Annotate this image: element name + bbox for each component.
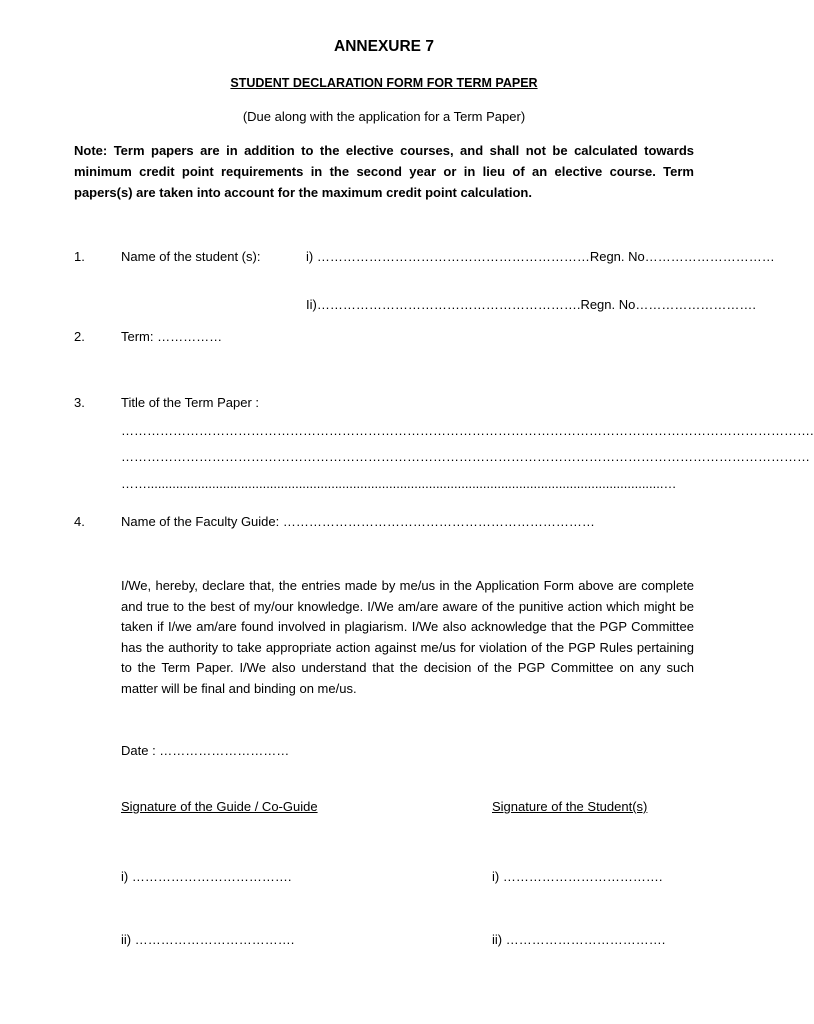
guide-signature-line-1: i) ………………………………. xyxy=(121,869,292,884)
form-title: STUDENT DECLARATION FORM FOR TERM PAPER xyxy=(230,76,538,90)
field-number-1: 1. xyxy=(74,249,85,264)
student-signature-line-1: i) ………………………………. xyxy=(492,869,663,884)
faculty-guide-label: Name of the Faculty Guide: ……………………………………………………………… xyxy=(121,514,595,529)
field-number-3: 3. xyxy=(74,395,85,410)
student-name-label: Name of the student (s): xyxy=(121,249,261,264)
note-paragraph: Note: Term papers are in addition to the elective courses, and shall not be calculated towards minimum credit point requirements in the second year or in lieu of an elective course. Term papers(s) are taken into account for the maximum credit point calculation. xyxy=(74,143,694,200)
title-line-3: ……...............................................................................................................................................… xyxy=(121,476,677,491)
student-name-line-1: i) ………………………………………………………Regn. No………………………… xyxy=(306,249,775,264)
term-label: Term: …………… xyxy=(121,329,223,344)
student-name-line-2: Ii)…………………………………………………….Regn. No………………………. xyxy=(306,297,756,312)
field-number-4: 4. xyxy=(74,514,85,529)
student-signature-line-2: ii) ………………………………. xyxy=(492,932,666,947)
due-note: (Due along with the application for a Term Paper) xyxy=(242,109,526,124)
guide-signature-heading: Signature of the Guide / Co-Guide xyxy=(121,799,318,814)
title-line-2: …………………………………………………………………………………………………………………………………………… xyxy=(121,449,810,464)
term-paper-title-label: Title of the Term Paper : xyxy=(121,395,260,410)
student-signature-heading: Signature of the Student(s) xyxy=(492,799,648,814)
declaration-paragraph: I/We, hereby, declare that, the entries made by me/us in the Application Form above are complete and true to the best of my/our knowledge. I/We am/are aware of the punitive action which might be taken if I/we am/are found involved in plagiarism. I/We also acknowledge that the PGP Committee has the authority to take appropriate action against me/us for violation of the PGP Rules pertaining to the Term Paper. I/We also understand that the decision of the PGP Committee on any such matter will be final and binding on me/us. xyxy=(121,578,694,696)
annexure-heading: ANNEXURE 7 xyxy=(334,38,434,55)
guide-signature-line-2: ii) ………………………………. xyxy=(121,932,295,947)
field-number-2: 2. xyxy=(74,329,85,344)
date-field: Date : ………………………… xyxy=(121,743,290,758)
title-line-1: ……………………………………………………………………………………………………………………………………………. xyxy=(121,423,814,438)
